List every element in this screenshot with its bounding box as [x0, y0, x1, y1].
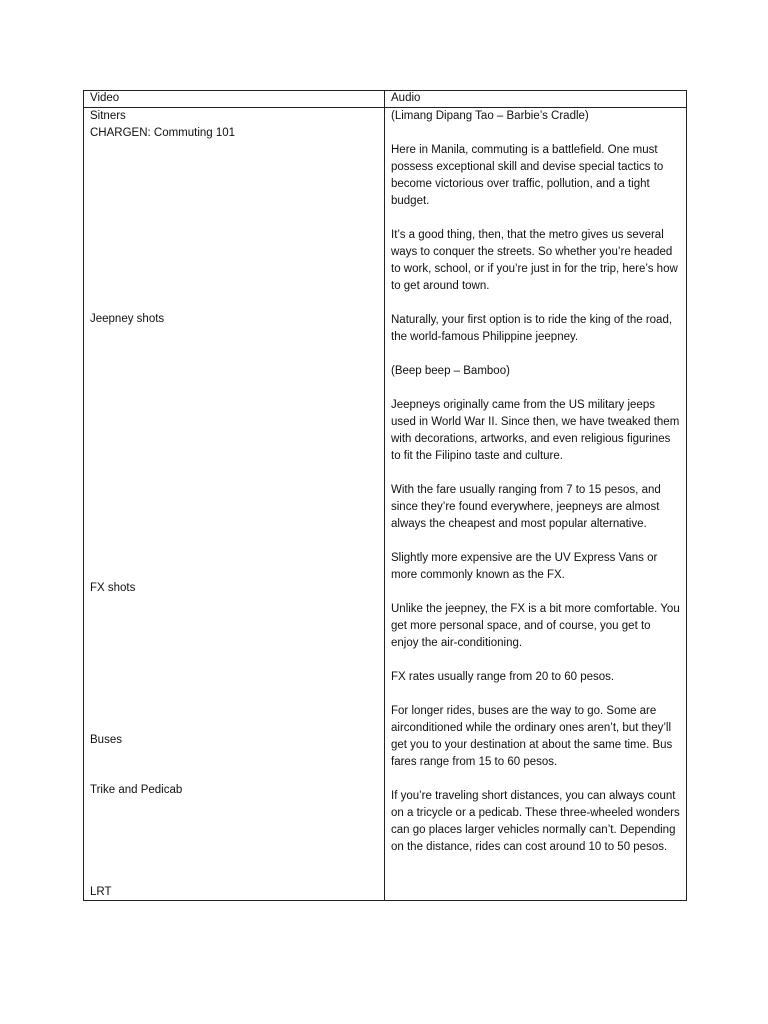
audio-paragraph: FX rates usually range from 20 to 60 pesos. [391, 671, 615, 683]
video-column [84, 108, 385, 901]
audio-paragraph: It’s a good thing, then, that the metro gives us several ways to conquer the streets. So whether you’re headed to work, school, or if you’re just in for the trip, here’s how to get around town. [391, 229, 678, 292]
video-cue-jeepney-shots: Jeepney shots [90, 313, 165, 325]
audio-paragraph: Unlike the jeepney, the FX is a bit more comfortable. You get more personal space, and of course, you get to enjoy the air-conditioning. [391, 603, 680, 649]
audio-column-header: Audio [385, 91, 687, 108]
audio-music-cue: (Beep beep – Bamboo) [391, 365, 510, 377]
video-column-header: Video [84, 91, 385, 108]
audio-column [385, 108, 687, 901]
video-cue-chargen: CHARGEN: Commuting 101 [90, 127, 236, 139]
script-table [83, 90, 687, 901]
audio-paragraph: Naturally, your first option is to ride the king of the road, the world-famous Philippine jeepney. [391, 314, 673, 343]
audio-paragraph: Jeepneys originally came from the US military jeeps used in World War II. Since then, we have tweaked them with decorations, artworks, and even religious figurines to fit the Filipino taste and culture. [391, 399, 680, 462]
table-header-row [84, 91, 687, 108]
video-cue-buses: Buses [90, 734, 122, 746]
audio-music-cue: (Limang Dipang Tao – Barbie’s Cradle) [391, 110, 589, 122]
video-cue-sitners: Sitners [90, 110, 126, 122]
video-cue-fx-shots: FX shots [90, 582, 136, 594]
audio-paragraph: With the fare usually ranging from 7 to 15 pesos, and since they’re found everywhere, jeepneys are almost always the cheapest and most popular alternative. [391, 484, 661, 530]
audio-paragraph: If you’re traveling short distances, you can always count on a tricycle or a pedicab. These three-wheeled wonders can go places larger vehicles normally can’t. Depending on the distance, rides can cost around 10 to 50 pesos. [391, 790, 680, 853]
video-cue-trike-pedicab: Trike and Pedicab [90, 784, 183, 796]
video-cue-lrt: LRT [90, 886, 112, 898]
audio-paragraph: Slightly more expensive are the UV Express Vans or more commonly known as the FX. [391, 552, 658, 581]
audio-paragraph: Here in Manila, commuting is a battlefield. One must possess exceptional skill and devise special tactics to become victorious over traffic, pollution, and a tight budget. [391, 144, 664, 207]
table-row [84, 108, 687, 901]
audio-paragraph: For longer rides, buses are the way to go. Some are airconditioned while the ordinary ones aren’t, but they’ll get you to your destination at about the same time. Bus fares range from 15 to 60 pesos. [391, 705, 673, 768]
